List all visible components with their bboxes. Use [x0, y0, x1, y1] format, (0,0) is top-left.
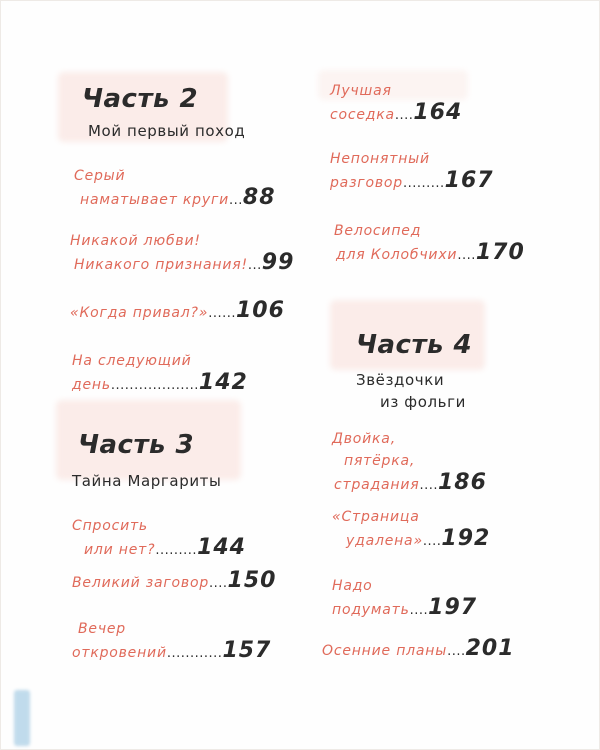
leader-dots: .... [422, 534, 442, 549]
leader-dots: .... [447, 644, 466, 659]
page-number: 167 [444, 168, 494, 193]
page-number: 164 [413, 100, 463, 125]
part-4-subtitle-line1: Звёздочки [356, 371, 445, 389]
entry-title-line: или нет? [84, 542, 156, 558]
entry-title-line: соседка [330, 107, 395, 123]
entry-title-line: Никакого признания! [74, 257, 248, 273]
page-number: 150 [227, 568, 277, 593]
leader-dots: ... [247, 258, 262, 273]
part-4-subtitle-line2: из фольги [380, 393, 466, 411]
leader-dots: ......... [155, 543, 198, 558]
entry-title-line: На следующий [72, 353, 192, 369]
entry-title-line: Великий заговор [72, 575, 210, 591]
entry-title-line: Никакой любви! [70, 233, 201, 249]
page-number: 201 [465, 636, 515, 661]
page-number: 106 [236, 298, 285, 323]
entry-title-line: Осенние планы [322, 643, 448, 659]
entry-title-line: Серый [74, 168, 126, 184]
entry-title-line: «Страница [332, 509, 420, 525]
toc-entry [70, 230, 294, 277]
entry-title-line: Двойка, [332, 431, 396, 447]
page-number: 186 [437, 470, 487, 495]
part-3-title: Часть 3 [78, 430, 195, 460]
entry-title-line: удалена» [346, 533, 423, 549]
leader-dots: ... [229, 193, 243, 208]
leader-dots: ............ [166, 646, 223, 661]
leader-dots: ................... [110, 378, 199, 393]
toc-entry [334, 220, 525, 267]
entry-title-line: пятёрка, [344, 453, 416, 469]
page-number: 170 [475, 240, 525, 265]
entry-title-line: для Колобчихи [336, 247, 458, 263]
part-2-title: Часть 2 [82, 84, 199, 114]
entry-title-line: подумать [332, 602, 410, 618]
toc-entry [72, 165, 276, 212]
page-number: 197 [428, 595, 478, 620]
toc-entry [72, 350, 248, 397]
entry-title-line: «Когда привал?» [70, 305, 209, 321]
page-number: 99 [261, 250, 295, 275]
toc-entry [70, 300, 285, 325]
toc-entry [330, 80, 462, 127]
toc-entry [72, 515, 246, 562]
leader-dots: .... [419, 478, 438, 493]
leader-dots: .... [394, 108, 414, 123]
entry-title-line: Вечер [78, 621, 126, 637]
entry-title-line: Велосипед [334, 223, 422, 239]
entry-title-line: Лучшая [330, 83, 392, 99]
page-number: 144 [197, 535, 246, 560]
toc-entry [332, 506, 490, 553]
entry-title-line: день [72, 377, 111, 393]
part-2-subtitle: Мой первый поход [88, 122, 246, 140]
toc-entry [72, 618, 271, 665]
leader-dots: .... [457, 248, 476, 263]
entry-title-line: разговор [330, 175, 403, 191]
leader-dots: ...... [208, 306, 236, 321]
toc-entry [332, 428, 487, 497]
toc-entry [332, 575, 477, 622]
leader-dots: .... [409, 603, 429, 618]
page-number: 157 [222, 638, 272, 663]
page-number: 88 [242, 185, 276, 210]
blue-ink-mark [14, 690, 30, 746]
part-3-subtitle: Тайна Маргариты [72, 472, 222, 490]
entry-title-line: Непонятный [330, 151, 430, 167]
entry-title-line: страдания [334, 477, 420, 493]
entry-title-line: Надо [332, 578, 373, 594]
leader-dots: .... [209, 576, 228, 591]
entry-title-line: Спросить [72, 518, 148, 534]
toc-entry [322, 638, 515, 663]
part-4-title: Часть 4 [356, 330, 473, 360]
leader-dots: ......... [402, 176, 445, 191]
entry-title-line: откровений [72, 645, 167, 661]
page-number: 142 [198, 370, 248, 395]
page-number: 192 [441, 526, 491, 551]
toc-entry [72, 570, 276, 595]
entry-title-line: наматывает круги [80, 192, 230, 208]
toc-entry [330, 148, 494, 195]
